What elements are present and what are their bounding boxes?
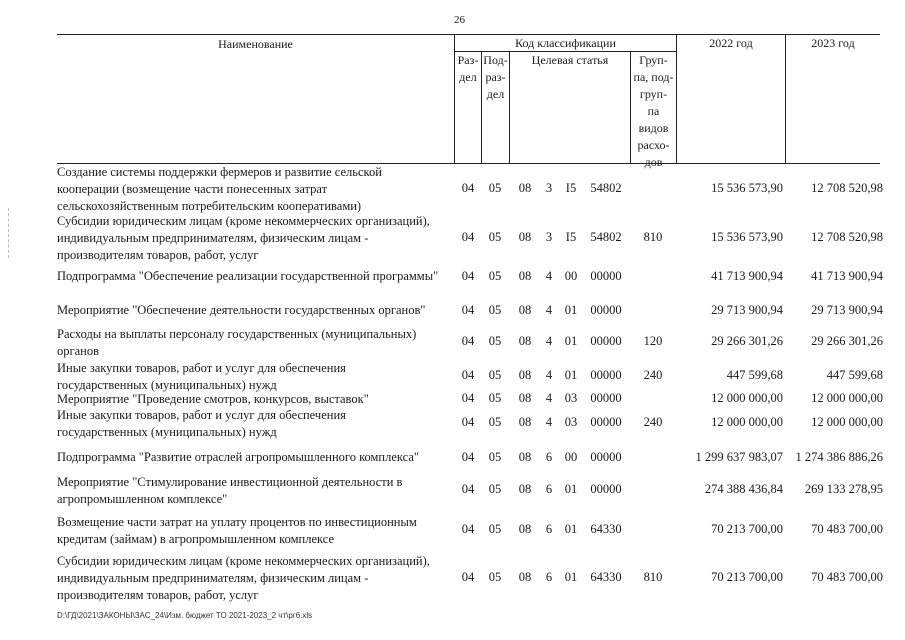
table-row — [57, 360, 897, 394]
amount-2023: 12 000 000,00 — [811, 415, 883, 429]
target-part-4: 64330 — [590, 522, 622, 536]
header-razdel: Раз- дел — [457, 53, 479, 84]
amount-2022: 447 599,68 — [726, 368, 783, 382]
amount-2022: 70 213 700,00 — [711, 522, 783, 536]
target-part-2: 4 — [545, 368, 553, 382]
amount-2022: 274 388 436,84 — [704, 482, 783, 496]
target-part-1: 08 — [518, 570, 532, 584]
razdel-cell: 04 — [461, 368, 475, 382]
podrazdel-cell: 05 — [488, 415, 502, 429]
podrazdel-cell: 05 — [488, 391, 502, 405]
header-group: Груп- па, под- груп- па видов расхо- дов — [633, 53, 674, 169]
razdel-cell: 04 — [461, 334, 475, 348]
header-podrazdel: Под- раз- дел — [483, 53, 508, 101]
amount-2023: 12 000 000,00 — [811, 391, 883, 405]
header-year-2022: 2022 год — [709, 36, 753, 50]
table-row — [57, 268, 897, 288]
target-part-1: 08 — [518, 334, 532, 348]
target-part-3: 03 — [564, 391, 578, 405]
table-row — [57, 213, 897, 263]
target-part-3: 01 — [564, 522, 578, 536]
amount-2022: 12 000 000,00 — [711, 391, 783, 405]
row-name: Подпрограмма "Обеспечение реализации государственной программы" — [57, 269, 439, 283]
amount-2023: 447 599,68 — [826, 368, 883, 382]
target-part-4: 00000 — [590, 415, 622, 429]
target-part-1: 08 — [518, 230, 532, 244]
group-cell: 240 — [643, 415, 663, 429]
podrazdel-cell: 05 — [488, 181, 502, 195]
row-name: Возмещение части затрат на уплату процентов по инвестиционным кредитам (займам) в агропромышленном комплексе — [57, 515, 417, 546]
target-part-2: 4 — [545, 391, 553, 405]
podrazdel-cell: 05 — [488, 450, 502, 464]
header-name: Наименование — [218, 37, 293, 51]
target-part-4: 54802 — [590, 230, 622, 244]
amount-2023: 12 708 520,98 — [811, 230, 883, 244]
table-row — [57, 514, 897, 548]
podrazdel-cell: 05 — [488, 482, 502, 496]
target-part-3: 01 — [564, 303, 578, 317]
table-row — [57, 302, 897, 322]
target-part-3: 00 — [564, 450, 578, 464]
amount-2022: 15 536 573,90 — [711, 230, 783, 244]
file-path-footer: D:\ГД\2021\ЗАКОНЫ\ЗАС_24\Изм. бюджет ТО 2021-2023_2 чт\рг6.xls — [57, 611, 313, 620]
amount-2023: 12 708 520,98 — [811, 181, 883, 195]
amount-2022: 12 000 000,00 — [711, 415, 783, 429]
row-name: Иные закупки товаров, работ и услуг для обеспечения государственных (муниципальных) нужд — [57, 361, 346, 392]
row-name: Расходы на выплаты персоналу государственных (муниципальных) органов — [57, 327, 417, 358]
target-part-4: 00000 — [590, 450, 622, 464]
podrazdel-cell: 05 — [488, 368, 502, 382]
target-part-1: 08 — [518, 269, 532, 283]
target-part-1: 08 — [518, 450, 532, 464]
razdel-cell: 04 — [461, 570, 475, 584]
margin-marks — [8, 208, 11, 258]
target-part-3: 01 — [564, 570, 578, 584]
target-part-2: 4 — [545, 303, 553, 317]
razdel-cell: 04 — [461, 269, 475, 283]
header-target: Целевая статья — [531, 53, 609, 67]
podrazdel-cell: 05 — [488, 570, 502, 584]
razdel-cell: 04 — [461, 230, 475, 244]
target-part-1: 08 — [518, 522, 532, 536]
target-part-1: 08 — [518, 391, 532, 405]
target-part-3: 01 — [564, 334, 578, 348]
amount-2023: 1 274 386 886,26 — [795, 450, 883, 464]
target-part-4: 00000 — [590, 482, 622, 496]
group-cell: 240 — [643, 368, 663, 382]
table-row — [57, 553, 897, 604]
razdel-cell: 04 — [461, 181, 475, 195]
podrazdel-cell: 05 — [488, 334, 502, 348]
table-row — [57, 326, 897, 360]
target-part-2: 4 — [545, 269, 553, 283]
podrazdel-cell: 05 — [488, 522, 502, 536]
row-name: Создание системы поддержки фермеров и развитие сельской кооперации (возмещение части понесенных затрат сельскохозяйственным потребительским кооперативами) — [57, 165, 382, 213]
target-part-2: 3 — [545, 230, 553, 244]
target-part-2: 6 — [545, 522, 553, 536]
header-code: Код классификации — [515, 36, 616, 50]
amount-2022: 15 536 573,90 — [711, 181, 783, 195]
row-name: Иные закупки товаров, работ и услуг для обеспечения государственных (муниципальных) нужд — [57, 408, 346, 439]
razdel-cell: 04 — [461, 522, 475, 536]
amount-2022: 1 299 637 983,07 — [695, 450, 783, 464]
group-cell: 810 — [643, 230, 663, 244]
target-part-2: 6 — [545, 482, 553, 496]
target-part-3: 01 — [564, 482, 578, 496]
amount-2023: 70 483 700,00 — [811, 522, 883, 536]
razdel-cell: 04 — [461, 482, 475, 496]
table-row — [57, 407, 897, 441]
target-part-3: 01 — [564, 368, 578, 382]
razdel-cell: 04 — [461, 450, 475, 464]
table-row — [57, 474, 897, 508]
table-row — [57, 164, 897, 214]
group-cell: 810 — [643, 570, 663, 584]
amount-2023: 29 713 900,94 — [811, 303, 883, 317]
target-part-1: 08 — [518, 303, 532, 317]
target-part-2: 6 — [545, 570, 553, 584]
podrazdel-cell: 05 — [488, 303, 502, 317]
podrazdel-cell: 05 — [488, 230, 502, 244]
target-part-4: 00000 — [590, 303, 622, 317]
amount-2022: 70 213 700,00 — [711, 570, 783, 584]
amount-2023: 269 133 278,95 — [804, 482, 883, 496]
row-name: Мероприятие "Проведение смотров, конкурсов, выставок" — [57, 392, 369, 406]
group-cell: 120 — [643, 334, 663, 348]
table-row — [57, 449, 897, 469]
amount-2023: 29 266 301,26 — [811, 334, 883, 348]
target-part-2: 4 — [545, 415, 553, 429]
target-part-3: I5 — [565, 230, 577, 244]
target-part-4: 00000 — [590, 368, 622, 382]
razdel-cell: 04 — [461, 391, 475, 405]
page-number: 26 — [454, 14, 465, 26]
razdel-cell: 04 — [461, 415, 475, 429]
amount-2023: 70 483 700,00 — [811, 570, 883, 584]
row-name: Субсидии юридическим лицам (кроме некоммерческих организаций), индивидуальным предпринимателям, физическим лицам - производителям товаров, работ, услуг — [57, 554, 430, 602]
amount-2022: 29 266 301,26 — [711, 334, 783, 348]
target-part-4: 64330 — [590, 570, 622, 584]
target-part-1: 08 — [518, 368, 532, 382]
target-part-3: I5 — [565, 181, 577, 195]
target-part-3: 03 — [564, 415, 578, 429]
row-name: Подпрограмма "Развитие отраслей агропромышленного комплекса" — [57, 450, 420, 464]
target-part-4: 00000 — [590, 334, 622, 348]
target-part-4: 00000 — [590, 269, 622, 283]
target-part-4: 00000 — [590, 391, 622, 405]
target-part-4: 54802 — [590, 181, 622, 195]
amount-2022: 29 713 900,94 — [711, 303, 783, 317]
target-part-2: 3 — [545, 181, 553, 195]
target-part-2: 4 — [545, 334, 553, 348]
row-name: Мероприятие "Стимулирование инвестиционной деятельности в агропромышленном комплексе" — [57, 475, 403, 506]
header-year-2023: 2023 год — [811, 36, 855, 50]
target-part-3: 00 — [564, 269, 578, 283]
amount-2022: 41 713 900,94 — [711, 269, 783, 283]
row-name: Субсидии юридическим лицам (кроме некоммерческих организаций), индивидуальным предпринимателям, физическим лицам - производителям товаров, работ, услуг — [57, 214, 430, 262]
target-part-1: 08 — [518, 482, 532, 496]
podrazdel-cell: 05 — [488, 269, 502, 283]
row-name: Мероприятие "Обеспечение деятельности государственных органов" — [57, 303, 426, 317]
razdel-cell: 04 — [461, 303, 475, 317]
amount-2023: 41 713 900,94 — [811, 269, 883, 283]
table-header — [57, 34, 880, 169]
target-part-1: 08 — [518, 415, 532, 429]
target-part-1: 08 — [518, 181, 532, 195]
target-part-2: 6 — [545, 450, 553, 464]
